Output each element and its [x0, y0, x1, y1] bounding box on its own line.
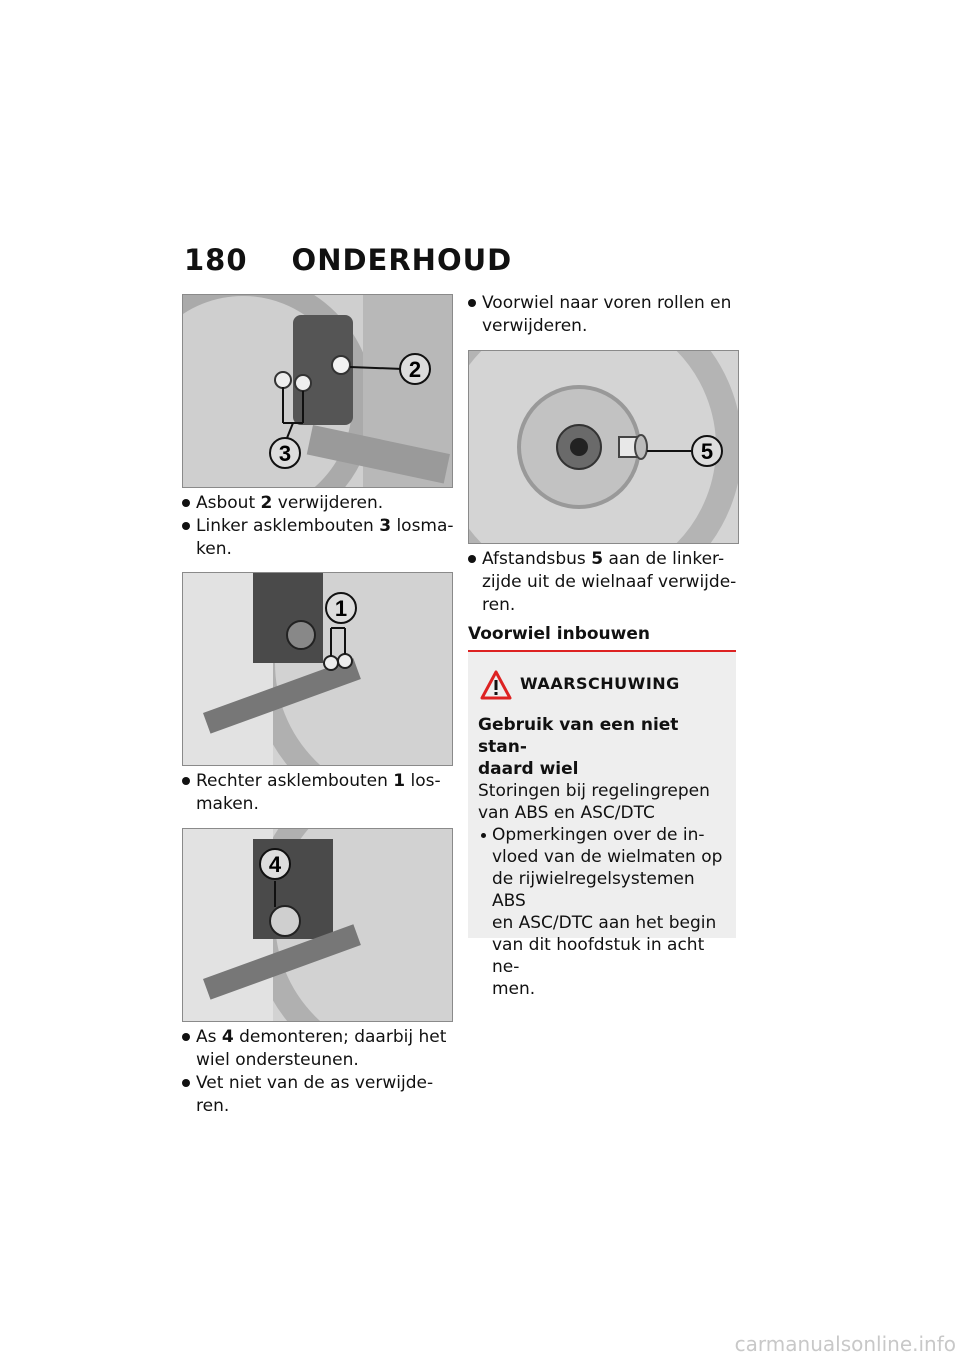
warning-text: [478, 714, 730, 1000]
callout-3: 3: [278, 441, 292, 466]
callout-1: 1: [334, 596, 348, 621]
figure-remove-axle: [182, 828, 453, 1022]
photo-remove-axle: [183, 829, 452, 1021]
warning-description: Storingen bij regelingrepen van ABS en ASC/DTC: [478, 781, 710, 823]
step-remove-axle-bolt: Asbout 2 verwijderen.: [182, 492, 457, 515]
callout-5: 5: [700, 439, 714, 464]
callout-2: 2: [408, 357, 422, 382]
callout-4: 4: [268, 852, 282, 877]
photo-fork-axle-bolts: [183, 295, 452, 487]
bullet-dot: [481, 833, 486, 838]
bullet-dot: [182, 777, 190, 785]
step-loosen-left-clamp-bolts: Linker asklembouten 3 losma- ken.: [182, 515, 457, 561]
watermark: carmanualsonline.info: [734, 1332, 956, 1356]
step-keep-grease: Vet niet van de as verwijde- ren.: [182, 1072, 457, 1118]
figure-axle-bolts: [182, 294, 453, 488]
warning-box: [468, 650, 736, 999]
warning-bullet: Opmerkingen over de in- vloed van de wielmaten op de rijwielregelsystemen ABS en ASC/DTC aan het begin van dit hoofdstuk in acht ne- men.: [478, 824, 730, 1000]
step-loosen-right-clamp-bolts: Rechter asklembouten 1 los- maken.: [182, 770, 457, 816]
bullet-dot: [468, 555, 476, 563]
steps-list-5: [468, 548, 743, 617]
warning-title: WAARSCHUWING: [520, 674, 680, 693]
step-roll-wheel-forward: Voorwiel naar voren rollen en verwijderen.: [468, 292, 743, 338]
subheading-install-front-wheel: Voorwiel inbouwen: [468, 624, 650, 644]
steps-list-4: [468, 292, 743, 338]
step-remove-axle: As 4 demonteren; daarbij het wiel ondersteunen.: [182, 1026, 457, 1072]
page-number: 180: [184, 243, 248, 277]
bullet-dot: [182, 499, 190, 507]
photo-spacer-sleeve: [469, 351, 738, 543]
step-remove-spacer-sleeve: Afstandsbus 5 aan de linker- zijde uit de wielnaaf verwijde- ren.: [468, 548, 743, 617]
photo-right-clamp-bolts: [183, 573, 452, 765]
bullet-dot: [468, 299, 476, 307]
steps-list-2: [182, 770, 457, 816]
figure-spacer-sleeve: [468, 350, 739, 544]
section-title: ONDERHOUD: [291, 243, 513, 277]
steps-list-3: [182, 1026, 457, 1118]
page-header: [184, 240, 512, 280]
bullet-dot: [182, 1079, 190, 1087]
warning-triangle-icon: [480, 670, 512, 700]
bullet-dot: [182, 522, 190, 530]
bullet-dot: [182, 1033, 190, 1041]
figure-right-clamp-bolts: [182, 572, 453, 766]
warning-heading: Gebruik van een niet stan- daard wiel: [478, 715, 679, 779]
steps-list-1: [182, 492, 457, 561]
